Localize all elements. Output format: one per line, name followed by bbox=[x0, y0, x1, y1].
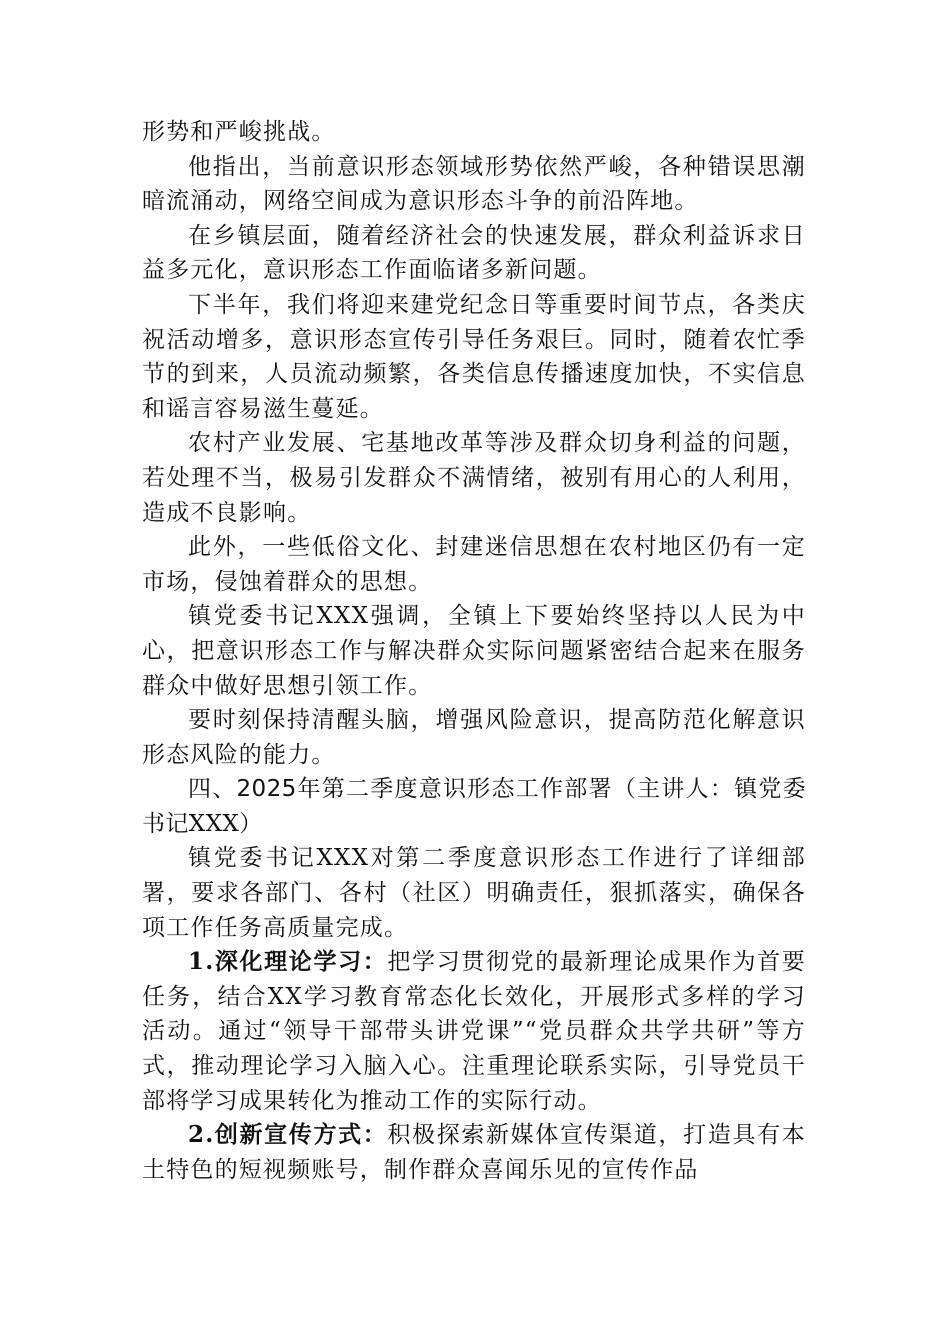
list-item-text: 积极探索新媒体宣传渠道，打造具有本土特色的短视频账号，制作群众喜闻乐见的宣传作品 bbox=[142, 1122, 806, 1183]
paragraph: 镇党委书记XXX强调，全镇上下要始终坚持以人民为中心，把意识形态工作与解决群众实际问题紧密结合起来在服务群众中做好思想引领工作。 bbox=[142, 603, 806, 699]
paragraph: 此外，一些低俗文化、封建迷信思想在农村地区仍有一定市场，侵蚀着群众的思想。 bbox=[142, 534, 806, 595]
paragraph: 农村产业发展、宅基地改革等涉及群众切身利益的问题，若处理不当，极易引发群众不满情绪，被别有用心的人利用，造成不良影响。 bbox=[142, 430, 806, 526]
list-item-text: 把学习贯彻党的最新理论成果作为首要任务，结合XX学习教育常态化长效化，开展形式多样的学习活动。通过“领导干部带头讲党课”“党员群众共学共研”等方式，推动理论学习入脑入心。注重理论联系实际，引导党员干部将学习成果转化为推动工作的实际行动。 bbox=[142, 949, 806, 1114]
section-heading-title: 四、2025年第二季度意识形态工作部署 bbox=[188, 776, 613, 803]
section-heading-note: （主讲人：镇党委书记XXX） bbox=[142, 776, 806, 837]
paragraph: 下半年，我们将迎来建党纪念日等重要时间节点，各类庆祝活动增多，意识形态宣传引导任务艰巨。同时，随着农忙季节的到来，人员流动频繁，各类信息传播速度加快，不实信息和谣言容易滋生蔓延。 bbox=[142, 291, 806, 422]
document-body bbox=[142, 115, 806, 1187]
paragraph: 他指出，当前意识形态领域形势依然严峻，各种错误思潮暗流涌动，网络空间成为意识形态斗争的前沿阵地。 bbox=[142, 153, 806, 215]
section-intro: 镇党委书记XXX对第二季度意识形态工作进行了详细部署，要求各部门、各村（社区）明确责任，狠抓落实，确保各项工作任务高质量完成。 bbox=[142, 845, 806, 941]
paragraph: 在乡镇层面，随着经济社会的快速发展，群众利益诉求日益多元化，意识形态工作面临诸多新问题。 bbox=[142, 222, 806, 284]
list-item bbox=[142, 945, 806, 1118]
paragraph-continued: 形势和严峻挑战。 bbox=[142, 119, 336, 145]
list-item-lead: 1.深化理论学习： bbox=[188, 948, 388, 976]
list-item-lead: 2.创新宣传方式： bbox=[188, 1121, 388, 1149]
section-heading bbox=[142, 772, 806, 841]
list-item bbox=[142, 1118, 806, 1187]
paragraph: 要时刻保持清醒头脑，增强风险意识，提高防范化解意识形态风险的能力。 bbox=[142, 707, 806, 768]
